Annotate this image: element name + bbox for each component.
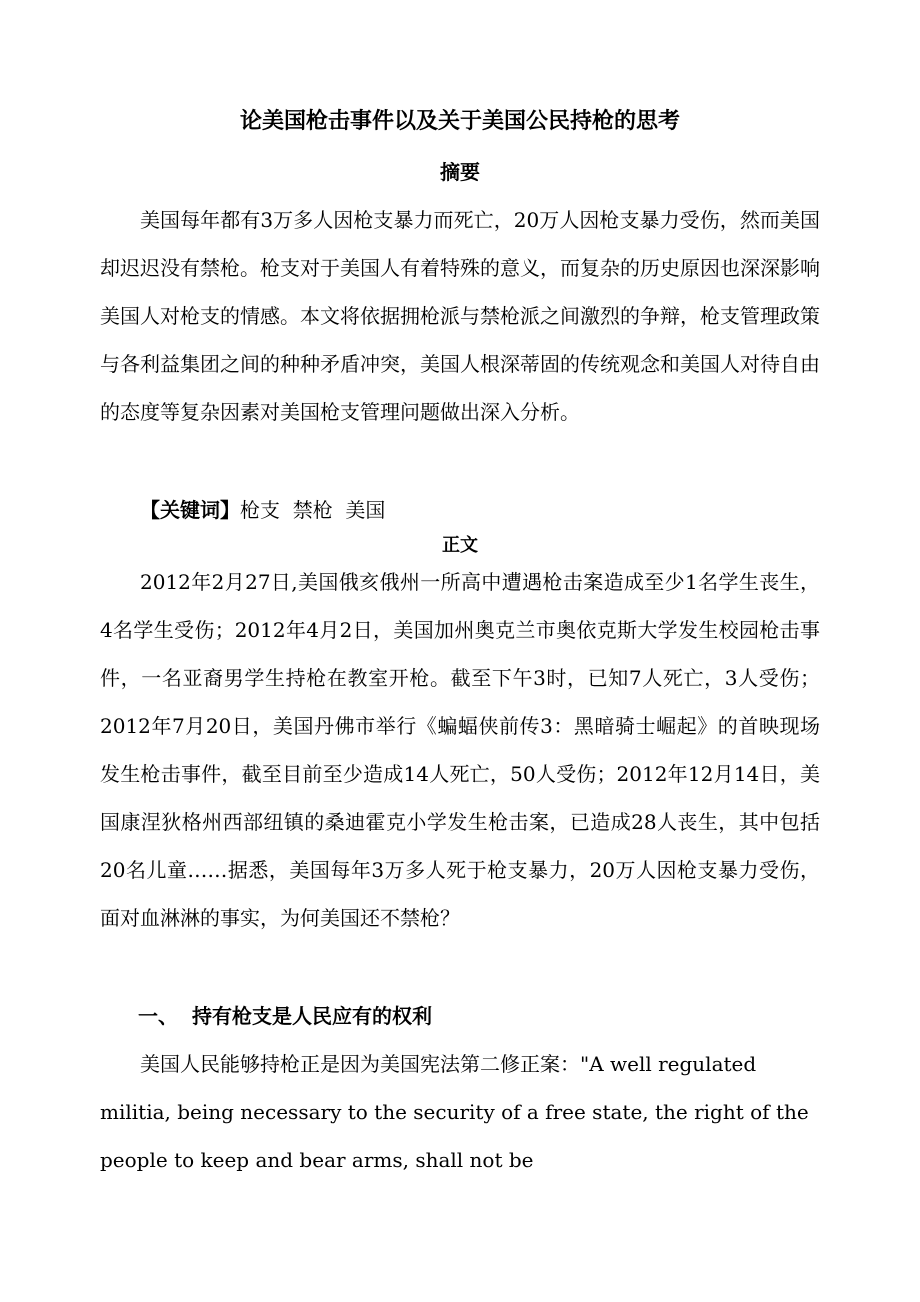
keywords-label: 【关键词】 [140,498,240,522]
body-heading: 正文 [442,535,478,556]
keywords-line [140,490,385,530]
document-title: 论美国枪击事件以及关于美国公民持枪的思考 [239,109,680,134]
section-1-heading [138,998,432,1034]
abstract-paragraph: 美国每年都有3万多人因枪支暴力而死亡，20万人因枪支暴力受伤，然而美国却迟迟没有禁枪。枪支对于美国人有着特殊的意义，而复杂的历史原因也深深影响美国人对枪支的情感。本文将依据拥枪派与禁枪派之间激烈的争辩，枪支管理政策与各利益集团之间的种种矛盾冲突，美国人根深蒂固的传统观念和美国人对待自由的态度等复杂因素对美国枪支管理问题做出深入分析。 [100,208,820,424]
body-paragraph: 2012年2月27日,美国俄亥俄州一所高中遭遇枪击案造成至少1名学生丧生，4名学生受伤；2012年4月2日，美国加州奥克兰市奥依克斯大学发生校园枪击事件，一名亚裔男学生持枪在教室开枪。截至下午3时，已知7人死亡，3人受伤；2012年7月20日，美国丹佛市举行《蝙蝠侠前传3：黑暗骑士崛起》的首映现场发生枪击事件，截至目前至少造成14人死亡，50人受伤；2012年12月14日，美国康涅狄格州西部纽镇的桑迪霍克小学发生枪击案，已造成28人丧生，其中包括20名儿童……据悉，美国每年3万多人死于枪支暴力，20万人因枪支暴力受伤，面对血淋淋的事实，为何美国还不禁枪？ [100,570,820,930]
abstract-heading: 摘要 [440,160,480,184]
section-1-title: 持有枪支是人民应有的权利 [192,1004,432,1028]
section-1-number: 一、 [138,1004,178,1028]
keywords-value: 枪支 禁枪 美国 [240,498,386,522]
section-1-paragraph: 美国人民能够持枪正是因为美国宪法第二修正案："A well regulated militia, being necessary to the security of a free state, the right of the people to keep and bear arms, shall not be [100,1052,809,1172]
